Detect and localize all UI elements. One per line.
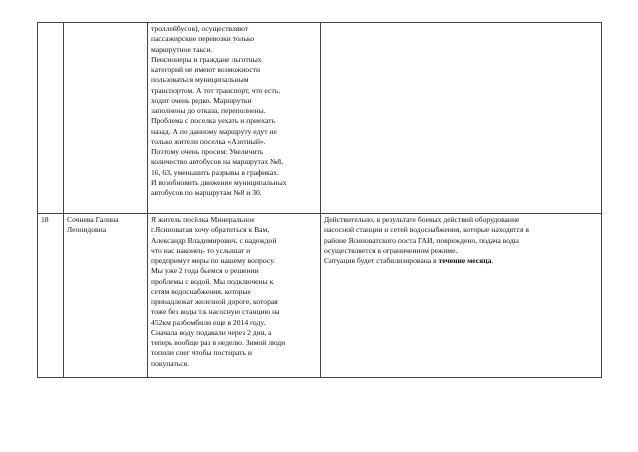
question-line: г.Ясиноватая хочу обратиться к Вам, [151, 225, 270, 235]
question-line: 452км разбомбили еще в 2014 году. [151, 317, 266, 327]
question-line: маршрутное такси. [151, 44, 213, 54]
question-line: Пенсионеры и граждане льготных [151, 54, 262, 64]
appeals-table [37, 22, 602, 378]
row-number-cell [38, 23, 64, 214]
question-line: автобусов по маршрутам №8 и 30. [151, 188, 262, 197]
question-line: топили снег чтобы постирать и [151, 348, 252, 358]
answer-conclusion-end: . [491, 256, 494, 265]
applicant-surname-firstname: Сочнева Галина [67, 215, 119, 224]
row-number-cell: 18 [38, 214, 64, 378]
question-line: Поэтому очень просим: Увеличить [151, 147, 264, 156]
answer-cell [321, 23, 602, 214]
question-line: теперь вообще раз в неделю. Зимой люди [151, 338, 286, 347]
question-cell [148, 23, 321, 214]
applicant-name-cell [64, 23, 148, 214]
question-line: Я житель посёлка Минеральное [151, 215, 255, 224]
question-line: категорий не имеют возможности [151, 65, 261, 74]
question-line: количество автобусов на маршрутах №8, [151, 157, 283, 167]
question-line: пассажирские перевозки только [151, 34, 254, 44]
question-line: транспортом. А тот транспорт, что есть, [151, 85, 281, 95]
answer-line: насосной станции и сетей водоснабжения, которые находятся в [324, 225, 529, 235]
question-cell [148, 214, 321, 378]
question-line: пользоваться муниципальным [151, 75, 249, 85]
question-line: ходит очень редко. Маршрутки [151, 95, 252, 105]
answer-line: осуществляется в ограниченном режиме. [324, 245, 458, 255]
question-line: назад. А по данному маршруту едут не [151, 126, 277, 136]
question-line: покупаться. [151, 358, 190, 368]
applicant-name-cell [64, 214, 148, 378]
question-line: Александр Владимирович, с надеждой [151, 235, 277, 245]
question-line: предпримут меры по нашему вопросу. [151, 256, 276, 265]
question-line: Сначала воду подавали через 2 дня, а [151, 327, 272, 337]
question-line: заполнены до отказа, переполнены. [151, 106, 266, 115]
table-row [38, 214, 602, 378]
question-line: троллейбусов), осуществляют [151, 24, 249, 33]
question-line: только жители поселка «Азотный». [151, 136, 266, 146]
answer-deadline: течение месяца [438, 256, 492, 265]
answer-cell [321, 214, 602, 378]
question-line: проблемы с водой. Мы подключены к [151, 276, 274, 286]
answer-line: Действительно, в результате боевых действий оборудование [324, 215, 520, 224]
question-line: сетям водоснабжения, которые [151, 286, 251, 296]
question-line: принадлежат железной дороге, которая [151, 297, 278, 306]
question-line: что нас наконец- то услышат и [151, 245, 251, 255]
question-line: Проблема с поселка уехать и приехать [151, 116, 276, 126]
question-line: тоже без воды т.к насосную станцию на [151, 307, 280, 317]
answer-line: районе Ясиноватского поста ГАИ, повреждено, подача воды [324, 235, 519, 245]
answer-conclusion-text: Ситуация будет стабилизирована в [324, 256, 439, 265]
answer-conclusion [324, 256, 598, 266]
question-line: 16, 63, уменьшить разрывы в графиках. [151, 167, 279, 177]
applicant-patronymic: Леонидовна [67, 225, 107, 235]
table-row [38, 23, 602, 214]
question-line: И возобновить движение муниципальных [151, 177, 287, 187]
question-line: Мы уже 2 года бьемся о решении [151, 266, 259, 276]
